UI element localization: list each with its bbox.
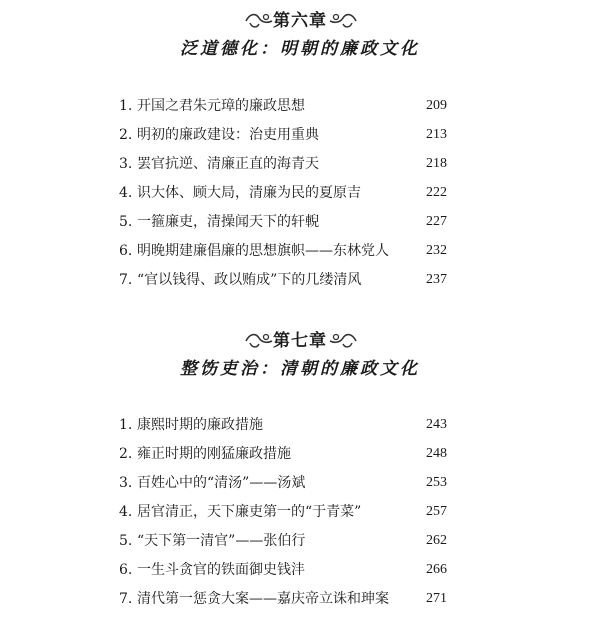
toc-item[interactable]	[0, 443, 600, 465]
toc-item-page: 222	[426, 185, 447, 200]
toc-item-title: 一箍廉吏，清操闻天下的轩輗	[137, 214, 319, 230]
toc-item-page: 266	[426, 562, 447, 577]
chapter-label: 第六章	[273, 11, 327, 31]
toc-item-page: 237	[426, 272, 447, 287]
toc-item[interactable]	[0, 153, 600, 175]
cloud-ornament-icon	[328, 10, 358, 32]
chapter-label: 第七章	[273, 331, 327, 351]
toc-item-page: 248	[426, 446, 447, 461]
toc-item-number: 6.	[119, 562, 133, 578]
toc-item[interactable]	[0, 95, 600, 117]
chapter-7-heading	[0, 330, 600, 354]
toc-item-title: 罢官抗逆、清廉正直的海青天	[137, 156, 319, 172]
toc-item-number: 5.	[119, 214, 133, 230]
toc-item[interactable]	[0, 211, 600, 233]
toc-item-title: 雍正时期的刚猛廉政措施	[137, 446, 291, 462]
toc-item-number: 4.	[119, 504, 133, 520]
toc-item-page: 213	[426, 127, 447, 142]
toc-item[interactable]	[0, 588, 600, 610]
toc-item-number: 2.	[119, 446, 133, 462]
toc-item-number: 6.	[119, 243, 133, 259]
toc-item[interactable]	[0, 501, 600, 523]
toc-item-page: 271	[426, 591, 447, 606]
toc-item-title: 百姓心中的“清汤”——汤斌	[137, 475, 306, 491]
toc-item-page: 243	[426, 417, 447, 432]
toc-item-title: 康熙时期的廉政措施	[137, 417, 263, 433]
chapter-title: 泛道德化：明朝的廉政文化	[180, 39, 420, 59]
toc-item[interactable]	[0, 269, 600, 291]
toc-item[interactable]	[0, 472, 600, 494]
toc-item-title: “官以钱得、政以贿成”下的几缕清风	[137, 272, 362, 288]
toc-item-number: 3.	[119, 156, 133, 172]
cloud-ornament-icon	[328, 330, 358, 352]
toc-item-title: 一生斗贪官的铁面御史钱沣	[137, 562, 305, 578]
toc-item-number: 3.	[119, 475, 133, 491]
toc-item-title: 清代第一惩贪大案——嘉庆帝立诛和珅案	[137, 591, 389, 607]
toc-item-number: 5.	[119, 533, 133, 549]
toc-item[interactable]	[0, 559, 600, 581]
toc-item-page: 253	[426, 475, 447, 490]
toc-item-page: 262	[426, 533, 447, 548]
toc-item-number: 2.	[119, 127, 133, 143]
toc-item-title: 开国之君朱元璋的廉政思想	[137, 98, 305, 114]
toc-item[interactable]	[0, 414, 600, 436]
toc-item[interactable]	[0, 124, 600, 146]
toc-item-title: “天下第一清官”——张伯行	[137, 533, 306, 549]
toc-item-number: 7.	[119, 272, 133, 288]
toc-item-title: 居官清正，天下廉吏第一的“于青菜”	[137, 504, 362, 520]
chapter-title: 整饬吏治：清朝的廉政文化	[180, 359, 420, 379]
toc-item-page: 232	[426, 243, 447, 258]
toc-item[interactable]	[0, 240, 600, 262]
toc-item-page: 257	[426, 504, 447, 519]
toc-item-page: 209	[426, 98, 447, 113]
toc-item-number: 7.	[119, 591, 133, 607]
toc-item[interactable]	[0, 182, 600, 204]
toc-item[interactable]	[0, 530, 600, 552]
toc-item-number: 1.	[119, 417, 133, 433]
toc-item-title: 明初的廉政建设：治吏用重典	[137, 127, 319, 143]
chapter-6-heading	[0, 10, 600, 34]
toc-item-title: 识大体、顾大局，清廉为民的夏原吉	[137, 185, 361, 201]
toc-item-title: 明晚期建廉倡廉的思想旗帜——东林党人	[137, 243, 389, 259]
toc-item-number: 1.	[119, 98, 133, 114]
toc-item-number: 4.	[119, 185, 133, 201]
toc-item-page: 218	[426, 156, 447, 171]
toc-item-page: 227	[426, 214, 447, 229]
